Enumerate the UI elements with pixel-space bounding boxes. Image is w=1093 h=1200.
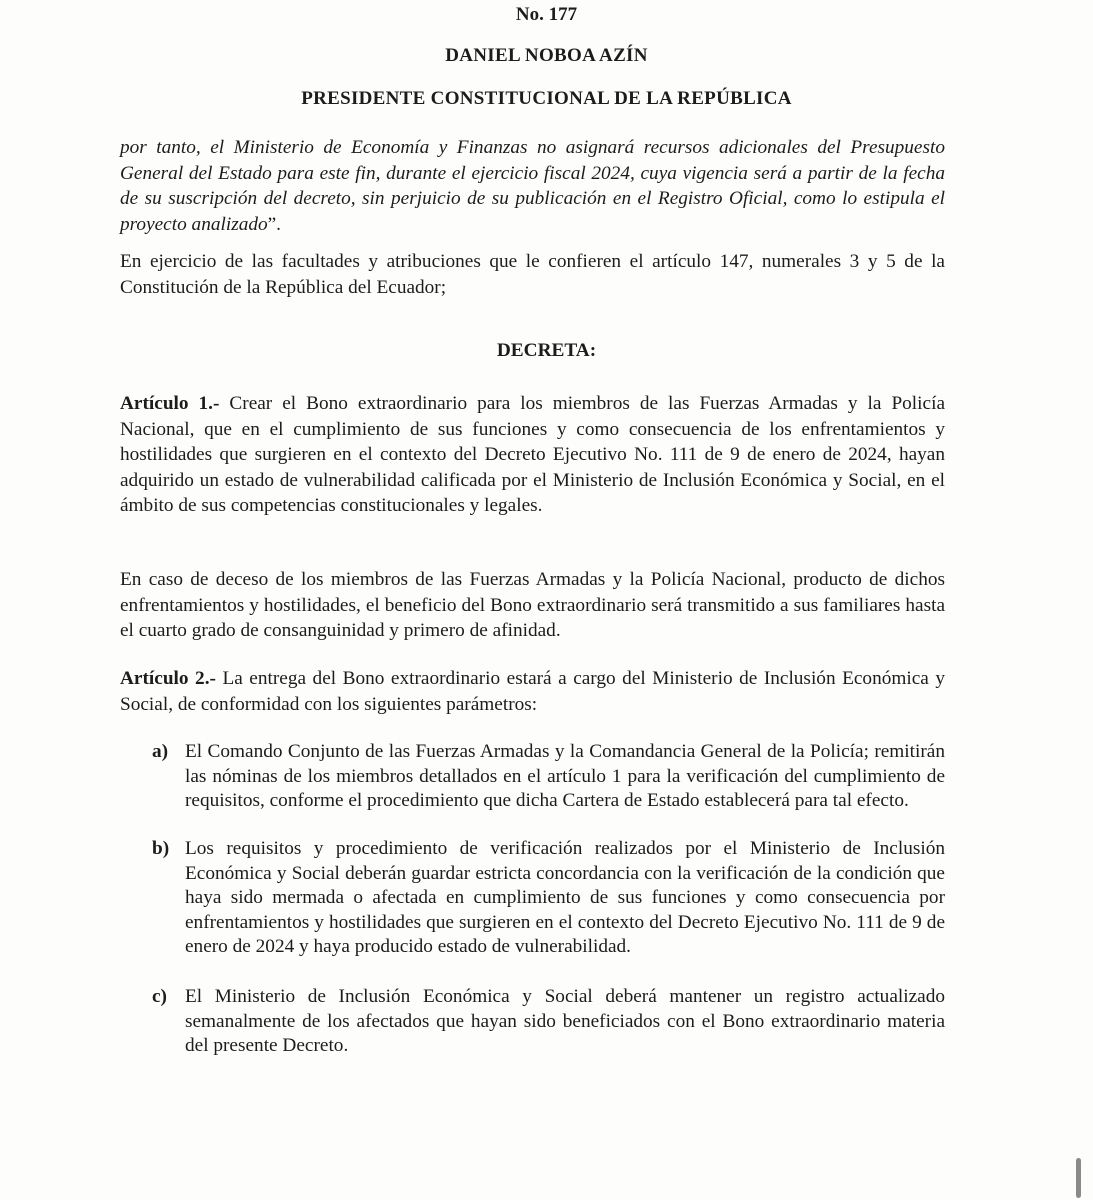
list-marker-a: a)	[152, 741, 169, 762]
list-marker-c: c)	[152, 986, 167, 1007]
list-text-a: El Comando Conjunto de las Fuerzas Armadas y la Comandancia General de la Policía; remitirán las nóminas de los miembros detallados en el artículo 1 para la verificación del cumplimiento de requisitos, conforme el procedimiento que dicha Cartera de Estado establecerá para tal efecto.	[185, 741, 945, 811]
list-item-b	[152, 837, 945, 960]
ejercicio-paragraph: En ejercicio de las facultades y atribuciones que le confieren el artículo 147, numerales 3 y 5 de la Constitución de la República del Ecuador;	[120, 251, 945, 298]
scrollbar-thumb[interactable]	[1076, 1158, 1081, 1198]
intro-italic-text: por tanto, el Ministerio de Economía y Finanzas no asignará recursos adicionales del Presupuesto General del Estado para este fin, durante el ejercicio fiscal 2024, cuya vigencia será a partir de la fecha de su suscripción del decreto, sin perjuicio de su publicación en el Registro Oficial, como lo estipula el proyecto analizado	[120, 137, 945, 235]
article-1	[120, 391, 945, 519]
president-name: DANIEL NOBOA AZÍN	[445, 45, 648, 66]
article-2-label: Artículo 2.-	[120, 668, 216, 689]
list-marker-b: b)	[152, 838, 170, 859]
intro-close-quote: ”.	[267, 213, 282, 235]
list-item-c	[152, 985, 945, 1059]
list-item-a	[152, 740, 945, 814]
article-1-text: Crear el Bono extraordinario para los miembros de las Fuerzas Armadas y la Policía Nacional, que en el cumplimiento de sus funciones y como consecuencia de los enfrentamientos y hostilidades que surgieren en el contexto del Decreto Ejecutivo No. 111 de 9 de enero de 2024, hayan adquirido un estado de vulnerabilidad calificada por el Ministerio de Inclusión Económica y Social, en el ámbito de sus competencias constitucionales y legales.	[120, 393, 945, 516]
intro-paragraph	[120, 135, 945, 237]
decree-number: No. 177	[515, 4, 578, 25]
list-text-b: Los requisitos y procedimiento de verificación realizados por el Ministerio de Inclusión Económica y Social deberán guardar estricta concordancia con la verificación de la condición que haya sido mermada o afectada en cumplimiento de sus funciones y como consecuencia por enfrentamientos y hostilidades que surgieren en el contexto del Decreto Ejecutivo No. 111 de 9 de enero de 2024 y haya producido estado de vulnerabilidad.	[185, 838, 945, 957]
decreta-heading: DECRETA:	[496, 340, 597, 361]
article-2	[120, 666, 945, 717]
article-1-label: Artículo 1.-	[120, 393, 220, 414]
deceso-paragraph: En caso de deceso de los miembros de las Fuerzas Armadas y la Policía Nacional, producto de dichos enfrentamientos y hostilidades, el beneficio del Bono extraordinario será transmitido a sus familiares hasta el cuarto grado de consanguinidad y primero de afinidad.	[120, 569, 945, 641]
list-text-c: El Ministerio de Inclusión Económica y Social deberá mantener un registro actualizado semanalmente de los afectados que hayan sido beneficiados con el Bono extraordinario materia del presente Decreto.	[185, 986, 945, 1056]
article-2-text: La entrega del Bono extraordinario estará a cargo del Ministerio de Inclusión Económica y Social, de conformidad con los siguientes parámetros:	[120, 668, 945, 715]
president-office: PRESIDENTE CONSTITUCIONAL DE LA REPÚBLICA	[301, 88, 792, 109]
